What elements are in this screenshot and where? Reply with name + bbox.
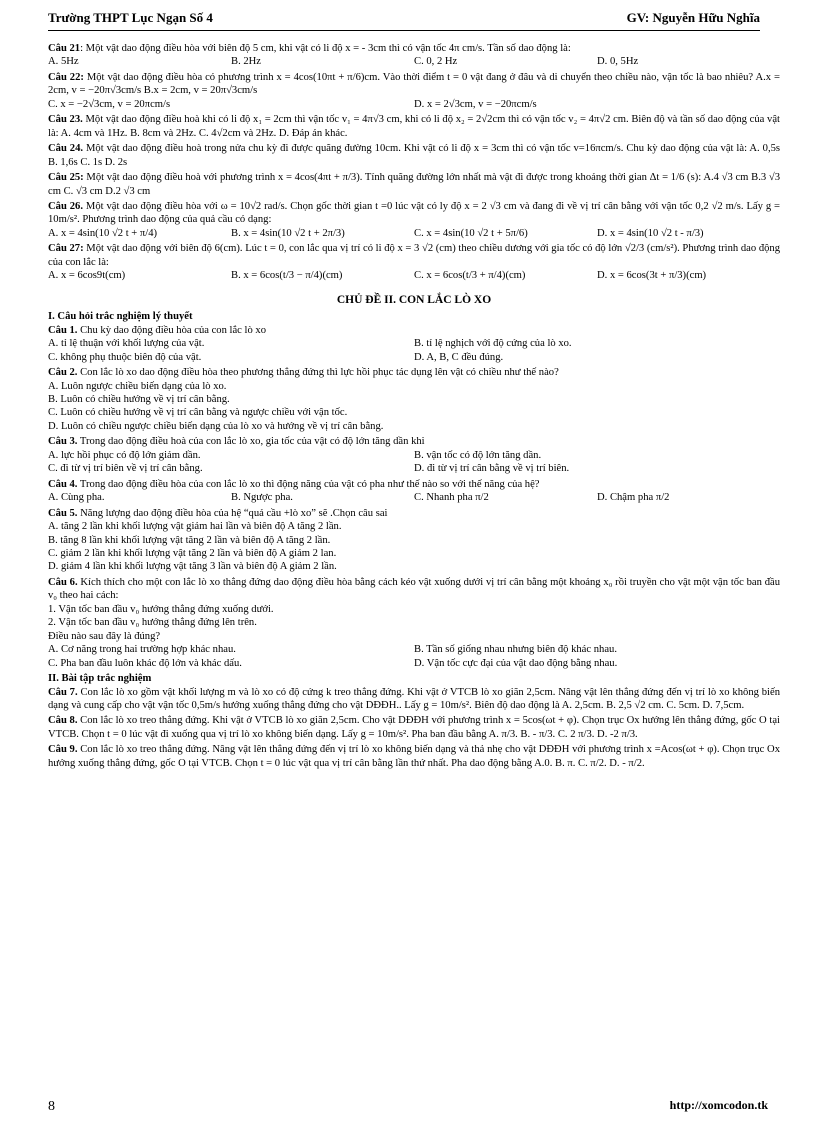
question-number: Câu 8. — [48, 715, 78, 727]
question-text: Một vật dao động điều hoà trong nửa chu kỳ đi được quãng đường 10cm. Khi vật có li độ x = 3cm thì có vận tốc v=16πcm/s. Chu kỳ dao động của vật là: A. 0,5s B. 1,6s C. 1s D. 2s — [48, 143, 781, 168]
answer-option: C. đi từ vị trí biên về vị trí cân bằng. — [48, 463, 203, 475]
question-text: Trong dao động điều hoà của con lắc lò xo, gia tốc của vật có độ lớn tăng dần khi — [77, 436, 425, 448]
answer-option: D. x = 6cos(3t + π/3)(cm) — [597, 270, 707, 282]
page-footer — [48, 1098, 768, 1116]
footer-url[interactable]: http://xomcodon.tk — [669, 1098, 768, 1112]
answer-option: B. 2Hz — [231, 56, 262, 68]
answer-option: D. Chậm pha π/2 — [597, 492, 670, 504]
question — [48, 324, 780, 364]
answer-option: A. 5Hz — [48, 56, 79, 68]
answer-option: B. Ngược pha. — [231, 492, 293, 504]
question — [48, 435, 780, 475]
answer-line: D. Luôn có chiều ngược chiều biến dạng của lò xo và hướng về vị trí cân bằng. — [48, 420, 384, 432]
question-number: Câu 21 — [48, 43, 81, 54]
question — [48, 366, 780, 433]
question-number: Câu 22: — [48, 71, 84, 83]
question — [48, 743, 780, 770]
answer-option: A. x = 6cos9t(cm) — [48, 270, 126, 282]
question-text: Năng lượng dao động điều hòa của hệ “quả cầu +lò xo” sẽ .Chọn câu sai — [77, 507, 388, 519]
section-heading: I. Câu hỏi trắc nghiệm lý thuyết — [48, 311, 193, 323]
answer-options — [48, 55, 780, 68]
answer-options — [48, 98, 780, 111]
question-number: Câu 26. — [48, 200, 83, 212]
question-number: Câu 27: — [48, 243, 84, 255]
question-text: Trong dao động điều hòa của con lắc lò xo thì động năng của vật có pha như thế nào so với thế năng của hệ? — [77, 478, 540, 490]
question-number: Câu 7. — [48, 686, 78, 698]
question — [48, 686, 780, 713]
answer-options — [48, 227, 780, 240]
question — [48, 507, 780, 574]
question-text: Một vật dao động điều hoà khi có li độ x₁ = 2cm thì vận tốc v₁ = 4π√3 cm, khi có li độ x₂ = 2√2cm thì có vận tốc v₂ = 4π√2 cm. Biên độ và tần số dao động của vật là: A. 4cm và 1Hz. B. 8cm và 2Hz. C. 4√2cm và 2Hz. D. Đáp án khác. — [48, 114, 780, 139]
question-text: Chu kỳ dao động điều hòa của con lắc lò xo — [77, 324, 267, 336]
question-number: Câu 25: — [48, 172, 84, 184]
answer-options — [48, 337, 780, 350]
answer-option: C. x = 4sin(10 √2 t + 5π/6) — [414, 227, 528, 239]
answer-line: B. tăng 8 lần khi khối lượng vật tăng 2 lần và biên độ A tăng 2 lần. — [48, 534, 331, 546]
question-number: Câu 3. — [48, 436, 78, 448]
question — [48, 113, 780, 140]
question-number: Câu 5. — [48, 507, 78, 519]
answer-option: A. Cơ năng trong hai trường hợp khác nhau. — [48, 644, 236, 656]
question-text: Kích thích cho một con lắc lò xo thẳng đứng dao động điều hòa bằng cách kéo vật xuống dưới vị trí cân bằng một khoảng x₀ rồi truyền cho vật một vận tốc ban đầu v₀ theo hai cách: — [48, 576, 780, 602]
chapter-title: CHỦ ĐỀ II. CON LẮC LÒ XO — [336, 293, 492, 306]
answer-option: D. A, B, C đều đúng. — [414, 351, 504, 363]
question — [48, 42, 780, 69]
answer-option: C. 0, 2 Hz — [414, 56, 458, 68]
answer-option: A. lực hồi phục có độ lớn giảm dần. — [48, 449, 201, 461]
answer-line: C. giảm 2 lần khi khối lượng vật tăng 2 lần và biên độ A giảm 2 lan. — [48, 548, 337, 559]
question-text: Một vật dao động điều hòa với ω = 10√2 rad/s. Chọn gốc thời gian t =0 lúc vật có ly độ x = 2 √3 cm và đang đi về vị trí cân bằng với vận tốc 0,2 √2 m/s. Lấy g = 10m/s². Phương trình dao động của quả cầu có dạng: — [48, 200, 781, 226]
answer-option: B. x = 4sin(10 √2 t + 2π/3) — [231, 227, 345, 239]
answer-option: B. Tần số giống nhau nhưng biên độ khác nhau. — [414, 644, 617, 656]
answer-line: C. Luôn có chiều hướng về vị trí cân bằng và ngược chiều với vận tốc. — [48, 407, 348, 419]
answer-line: B. Luôn có chiều hướng về vị trí cân bằng. — [48, 394, 230, 406]
answer-option: A. tỉ lệ thuận với khối lượng của vật. — [48, 338, 205, 350]
school-name: Trường THPT Lục Ngạn Số 4 — [48, 10, 213, 25]
page-header — [48, 10, 760, 31]
question-text: Một vật dao động với biên độ 6(cm). Lúc t = 0, con lắc qua vị trí có li độ x = 3 √2 (cm) theo chiều dương với gia tốc có độ lớn √2/3 (cm/s²). Phương trình dao động của con lắc là: — [48, 243, 781, 268]
question — [48, 171, 780, 198]
answer-line: A. tăng 2 lần khi khối lượng vật giảm hai lần và biên độ A tăng 2 lần. — [48, 521, 342, 533]
answer-options — [48, 491, 780, 504]
answer-options — [48, 449, 780, 462]
question — [48, 714, 780, 741]
answer-option: D. x = 4sin(10 √2 t - π/3) — [597, 227, 704, 239]
answer-option: B. vận tốc có độ lớn tăng dần. — [414, 449, 542, 461]
answer-options — [48, 657, 780, 670]
question-text: : Một vật dao động điều hòa với biên độ 5 cm, khi vật có li độ x = - 3cm thì có vận tốc 4π cm/s. Tần số dao động là: — [80, 43, 571, 54]
section-heading: II. Bài tập trắc nghiệm — [48, 673, 152, 685]
page-number: 8 — [48, 1099, 55, 1114]
question-number: Câu 4. — [48, 478, 78, 490]
question-text: Con lắc lò xo dao động điều hòa theo phương thẳng đứng thì lực hồi phục tác dụng lên vật có chiều như thế nào? — [77, 367, 559, 379]
answer-line: A. Luôn ngược chiều biến dạng của lò xo. — [48, 380, 227, 392]
answer-options — [48, 643, 780, 656]
answer-option: B. x = 6cos(t/3 − π/4)(cm) — [231, 270, 343, 282]
answer-options — [48, 462, 780, 475]
answer-option: C. x = −2√3cm, v = 20πcm/s — [48, 98, 171, 110]
teacher-name: GV: Nguyễn Hữu Nghĩa — [626, 10, 760, 25]
answer-option: B. tỉ lệ nghịch với độ cứng của lò xo. — [414, 338, 572, 350]
question — [48, 576, 780, 670]
answer-option: C. Nhanh pha π/2 — [414, 492, 489, 504]
answer-option: A. Cùng pha. — [48, 492, 105, 504]
question-number: Câu 23. — [48, 114, 83, 126]
question-number: Câu 2. — [48, 367, 78, 379]
answer-option: C. không phụ thuộc biên độ của vật. — [48, 351, 202, 363]
answer-option: C. x = 6cos(t/3 + π/4)(cm) — [414, 270, 526, 282]
answer-option: D. đi từ vị trí cân bằng về vị trí biên. — [414, 463, 570, 475]
document-body — [48, 42, 780, 772]
question — [48, 242, 780, 282]
question — [48, 478, 780, 505]
question — [48, 142, 780, 169]
answer-option: D. 0, 5Hz — [597, 56, 639, 68]
question-text: Con lắc lò xo gồm vật khối lượng m và lò xo có độ cứng k treo thẳng đứng. Khi vật ở VTCB lò xo giãn 2,5cm. Nâng vật lên thẳng đứng đến vị trí lò xo không biến dạng và cung cấp cho vật vận tốc 0,5m/s hướng xuống thẳng đứng cho vật DĐĐH.. Lấy g = 10m/s². Biên độ dao động là A. 2,5cm. B. 2,5 √2 cm. C. 5cm. D. 7,5cm. — [48, 686, 780, 711]
answer-option: D. x = 2√3cm, v = −20πcm/s — [414, 98, 537, 110]
answer-line: Điều nào sau đây là đúng? — [48, 630, 161, 642]
answer-options — [48, 351, 780, 364]
question — [48, 71, 780, 111]
answer-line: D. giảm 4 lần khi khối lượng vật tăng 3 lần và biên độ A giảm 2 lần. — [48, 561, 337, 573]
question-number: Câu 1. — [48, 324, 78, 336]
answer-option: C. Pha ban đầu luôn khác độ lớn và khác dấu. — [48, 657, 242, 669]
question-text: Con lắc lò xo treo thẳng đứng. Nâng vật lên thẳng đứng đến vị trí lò xo không biến dạng và thả nhẹ cho vật DĐĐH với phương trình x =Acos(ωt + φ). Chọn trục Ox hướng xuống thẳng đứng, gốc O tại VTCB. Chọn t = 0 lúc vật qua vị trí cân bằng lần thứ nhất. Pha dao động bằng A.0. B. π. C. π/2. D. - π/2. — [48, 744, 780, 769]
answer-line: 2. Vận tốc ban đầu v₀ hướng thẳng đứng lên trên. — [48, 617, 257, 629]
question-text: Một vật dao động điều hòa có phương trình x = 4cos(10πt + π/6)cm. Vào thời điểm t = 0 vật đang ở đâu và di chuyển theo chiều nào, vận tốc là bao nhiêu? A.x = 2cm, v = −20π√3cm/s B.x = 2cm, v = 20π√3cm/s — [48, 71, 780, 97]
question — [48, 200, 780, 240]
question-number: Câu 9. — [48, 744, 78, 756]
answer-line: 1. Vận tốc ban đầu v₀ hướng thẳng đứng xuống dưới. — [48, 603, 274, 615]
question-number: Câu 6. — [48, 576, 78, 588]
answer-options — [48, 269, 780, 282]
question-number: Câu 24. — [48, 143, 84, 155]
question-text: Một vật dao động điều hoà với phương trình x = 4cos(4πt + π/3). Tính quãng đường lớn nhất mà vật đi được trong khoảng thời gian Δt = 1/6 (s): A.4 √3 cm B.3 √3 cm C. √3 cm D.2 √3 cm — [48, 172, 780, 197]
answer-option: A. x = 4sin(10 √2 t + π/4) — [48, 227, 158, 239]
question-text: Con lắc lò xo treo thẳng đứng. Khi vật ở VTCB lò xo giãn 2,5cm. Cho vật DĐĐH với phương trình x = 5cos(ωt + φ). Chọn trục Ox hướng lên thẳng đứng, gốc O tại VTCB. Chọn t = 0 lúc vật đi xuống qua vị trí lò xo không biến dạng. Lấy g = 10m/s². Pha ban đầu bằng A. π/3. B. - π/3. C. 2 π/3. D. -2 π/3. — [48, 715, 780, 740]
answer-option: D. Vận tốc cực đại của vật dao động bằng nhau. — [414, 657, 618, 669]
